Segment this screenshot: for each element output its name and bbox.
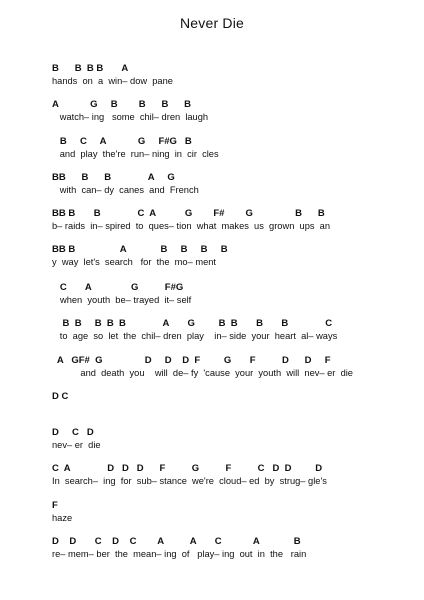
chord-line: A G B B B B bbox=[52, 99, 191, 110]
lyric-line: hands on a win– dow pane bbox=[52, 76, 173, 86]
lyric-line: when youth be– trayed it– self bbox=[60, 295, 192, 305]
lyric-line: haze bbox=[52, 513, 73, 523]
chord-line: D D C D C A A C A B bbox=[52, 536, 301, 547]
lyric-line: and play the're run– ning in cir cles bbox=[52, 149, 219, 159]
chord-line: D C bbox=[52, 391, 69, 402]
lyric-line: to age so let the chil– dren play in– side your heart al– ways bbox=[52, 331, 338, 341]
lyric-line: re– mem– ber the mean– ing of play– ing out in the rain bbox=[52, 549, 307, 559]
chord-line: B B B B A bbox=[52, 63, 129, 74]
lyric-line: watch– ing some chil– dren laugh bbox=[52, 112, 209, 122]
lyric-line: nev– er die bbox=[52, 440, 101, 450]
chord-line: BB B A B B B B bbox=[52, 244, 228, 255]
chord-line: BB B B A G bbox=[52, 172, 175, 183]
chord-line: A GF# G D D D F G F D D F bbox=[52, 355, 331, 366]
chord-line: B B B B B A G B B B B C bbox=[52, 318, 333, 329]
lyric-line: b– raids in– spired to ques– tion what makes us grown ups an bbox=[52, 221, 331, 231]
chord-line: C A D D D F G F C D D D bbox=[52, 463, 323, 474]
lyric-line: and death you will de– fy 'cause your youth will nev– er die bbox=[52, 368, 353, 378]
chord-line: F bbox=[52, 500, 58, 511]
lyric-line: with can– dy canes and French bbox=[52, 185, 199, 195]
lyric-line: In search– ing for sub– stance we're cloud– ed by strug– gle's bbox=[52, 476, 327, 486]
chord-line: BB B B C A G F# G B B bbox=[52, 208, 325, 219]
chord-line: C A G F#G bbox=[52, 282, 184, 293]
song-title: Never Die bbox=[179, 15, 245, 31]
chord-line: D C D bbox=[52, 427, 94, 438]
chord-line: B C A G F#G B bbox=[52, 136, 192, 147]
lyric-line: y way let's search for the mo– ment bbox=[52, 257, 217, 267]
